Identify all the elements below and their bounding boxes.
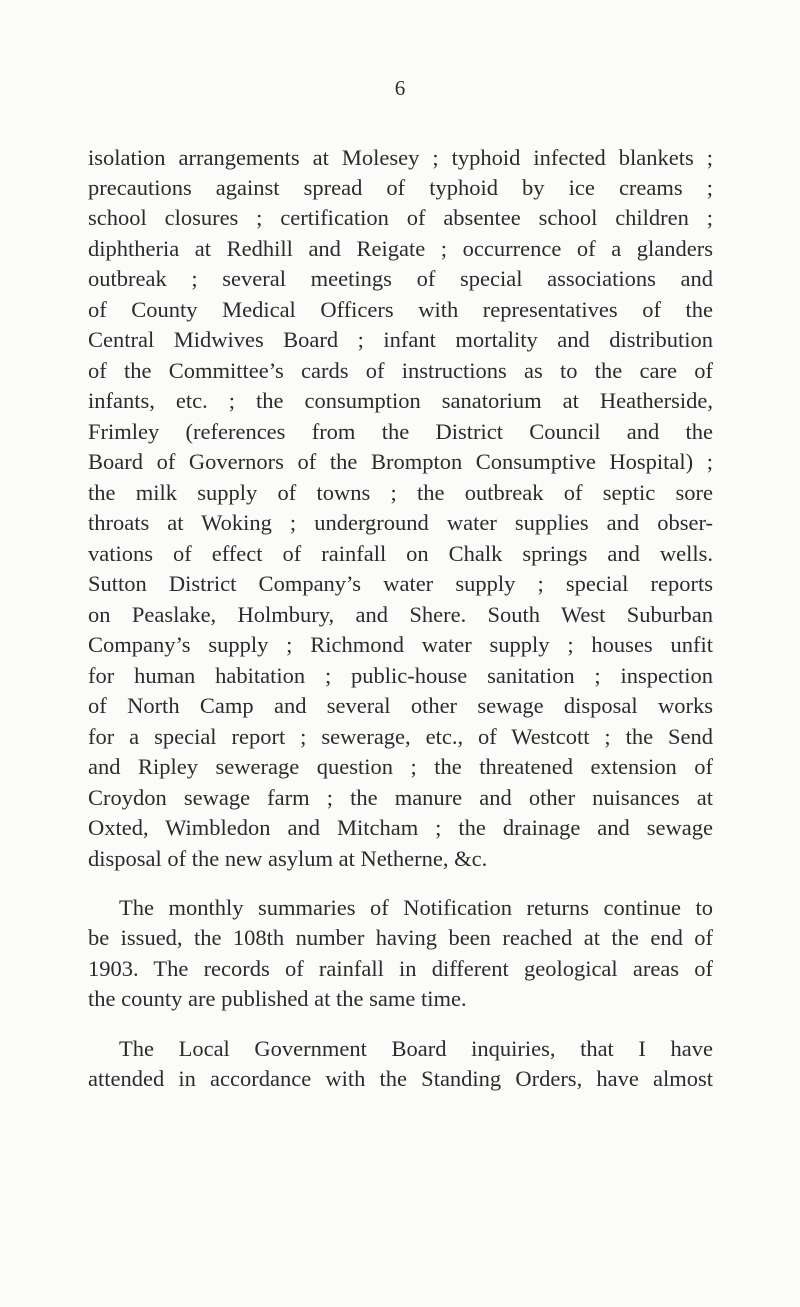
text-line: Board of Governors of the Brompton Consumptive Hospital) ; [88,449,713,474]
text-line: throats at Woking ; underground water supplies and obser- [88,510,713,535]
text-line: disposal of the new asylum at Netherne, &c. [88,846,488,871]
text-line: the milk supply of towns ; the outbreak of septic sore [88,480,713,505]
text-line: of the Committee’s cards of instructions as to the care of [88,358,713,383]
text-line: 1903. The records of rainfall in different geological areas of [88,956,713,981]
text-line: for human habitation ; public-house sanitation ; inspection [88,663,713,688]
text-line: Central Midwives Board ; infant mortality and distribution [88,327,713,352]
text-line: the county are published at the same time. [88,986,467,1011]
page-number: 6 [394,76,406,100]
text-line: Croydon sewage farm ; the manure and other nuisances at [88,785,713,810]
text-line: infants, etc. ; the consumption sanatorium at Heatherside, [88,388,713,413]
text-line: be issued, the 108th number having been reached at the end of [88,925,713,950]
text-line: The monthly summaries of Notification returns continue to [119,895,713,920]
text-line: precautions against spread of typhoid by ice creams ; [88,175,713,200]
text-line: The Local Government Board inquiries, that I have [119,1036,713,1061]
text-line: for a special report ; sewerage, etc., of Westcott ; the Send [88,724,713,749]
text-line: Company’s supply ; Richmond water supply ; houses unfit [88,632,713,657]
text-line: of North Camp and several other sewage disposal works [88,693,713,718]
text-line: Frimley (references from the District Council and the [88,419,713,444]
text-line: Oxted, Wimbledon and Mitcham ; the drainage and sewage [88,815,713,840]
text-line: vations of effect of rainfall on Chalk springs and wells. [88,541,713,566]
text-line: isolation arrangements at Molesey ; typhoid infected blankets ; [88,145,713,170]
text-line: and Ripley sewerage question ; the threatened extension of [88,754,713,779]
text-line: Sutton District Company’s water supply ; special reports [88,571,713,596]
text-line: outbreak ; several meetings of special associations and [88,266,713,291]
text-line: on Peaslake, Holmbury, and Shere. South West Suburban [88,602,713,627]
text-line: diphtheria at Redhill and Reigate ; occurrence of a glanders [88,236,713,261]
text-line: school closures ; certification of absentee school children ; [88,205,713,230]
text-line: of County Medical Officers with representatives of the [88,297,713,322]
text-line: attended in accordance with the Standing Orders, have almost [88,1066,713,1091]
